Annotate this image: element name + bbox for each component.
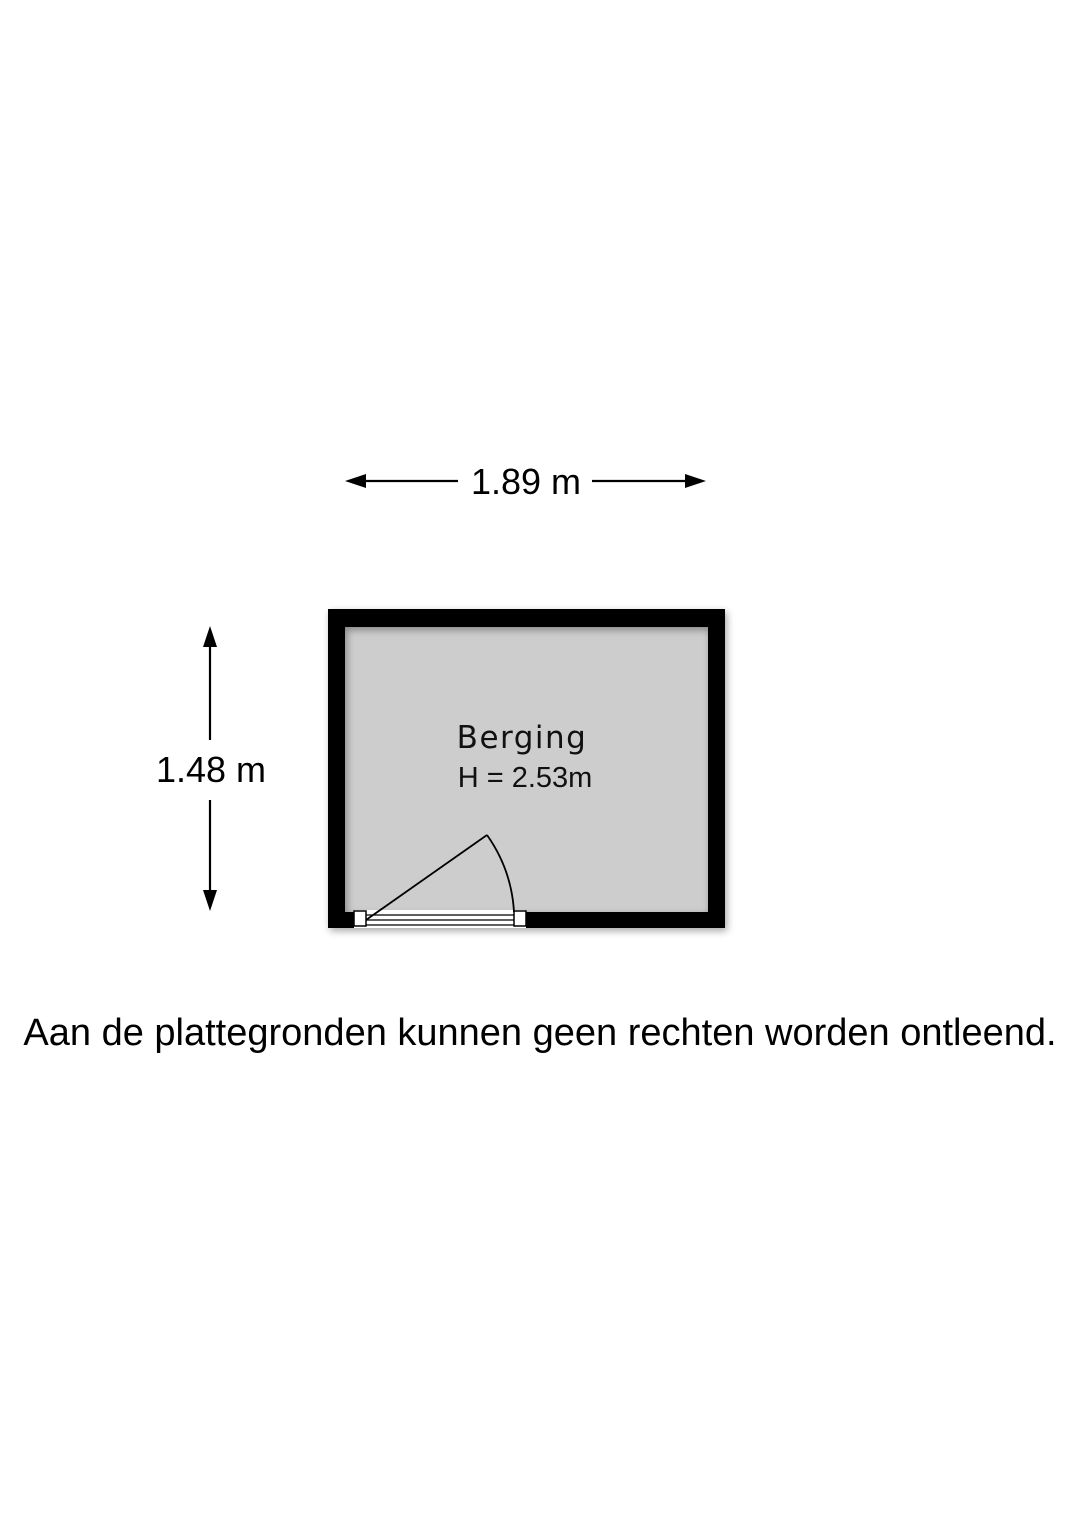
arrowhead-down-icon	[203, 890, 217, 911]
door-jamb-left	[354, 911, 366, 926]
room-name-label: Berging	[456, 720, 588, 756]
disclaimer-text: Aan de plattegronden kunnen geen rechten worden ontleend.	[23, 1012, 1057, 1054]
width-dimension	[345, 461, 706, 502]
room-height-label: H = 2.53m	[457, 762, 593, 794]
arrowhead-left-icon	[345, 474, 366, 488]
door-jamb-right	[514, 911, 526, 926]
depth-dimension	[156, 626, 266, 911]
depth-dimension-label: 1.48 m	[155, 749, 267, 790]
arrowhead-up-icon	[203, 626, 217, 647]
width-dimension-label: 1.89 m	[470, 461, 582, 502]
room-berging	[328, 609, 725, 928]
arrowhead-right-icon	[685, 474, 706, 488]
